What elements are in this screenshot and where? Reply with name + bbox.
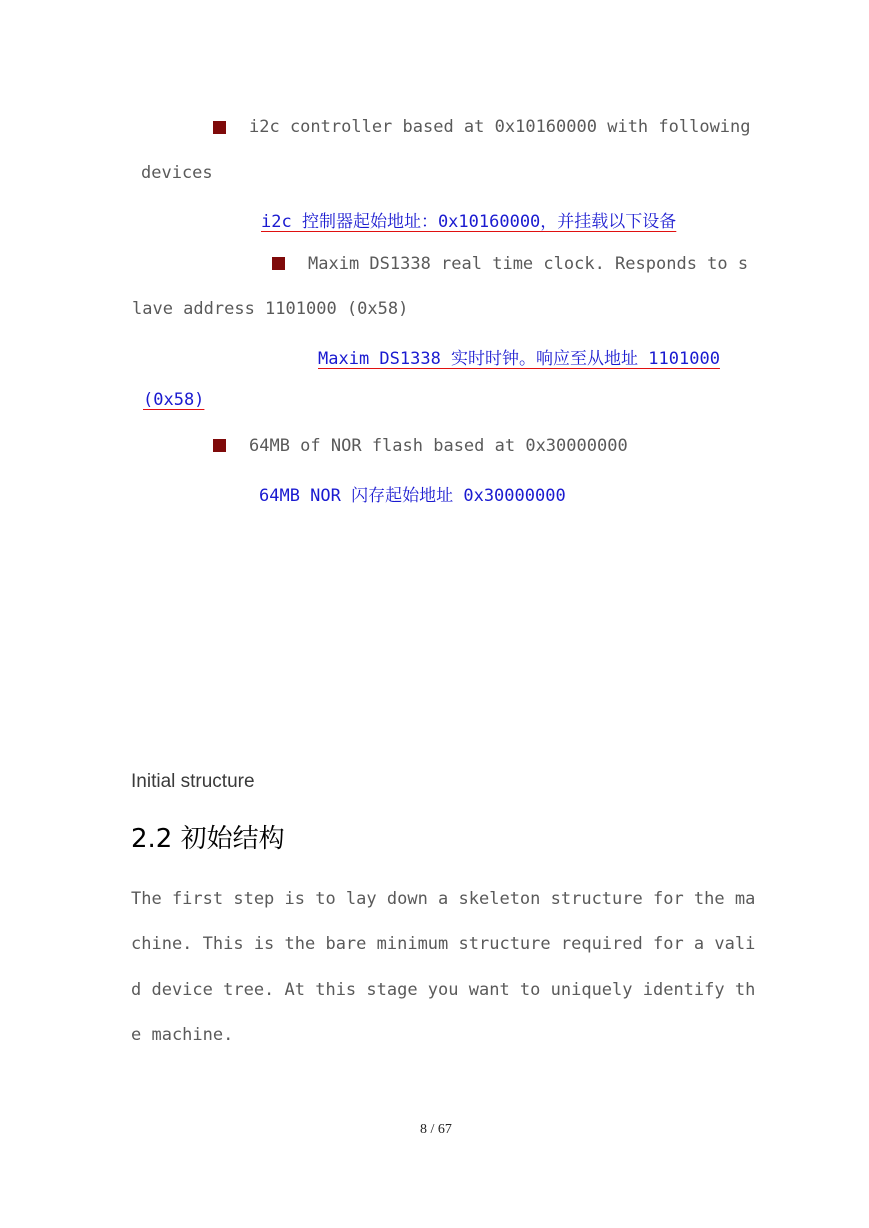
bullet-square-icon xyxy=(272,257,285,270)
bullet1-text-line2: devices xyxy=(141,163,213,183)
bullet3-text: 64MB of NOR flash based at 0x30000000 xyxy=(249,436,628,456)
bullet-square-icon xyxy=(213,439,226,452)
paragraph-line: chine. This is the bare minimum structure required for a vali xyxy=(131,934,756,954)
paragraph-line: The first step is to lay down a skeleton structure for the ma xyxy=(131,889,756,909)
paragraph-line: d device tree. At this stage you want to uniquely identify th xyxy=(131,980,756,1000)
bullet1-text-line1: i2c controller based at 0x10160000 with following xyxy=(249,117,751,137)
paragraph-line: e machine. xyxy=(131,1025,234,1045)
page-number: 8 / 67 xyxy=(420,1122,452,1137)
section-heading-chinese: 2.2 初始结构 xyxy=(131,824,285,854)
bullet2-translation-line1: Maxim DS1338 实时时钟。响应至从地址 1101000 xyxy=(318,349,720,369)
bullet1-translation: i2c 控制器起始地址：0x10160000，并挂载以下设备 xyxy=(261,212,677,232)
section-heading-english: Initial structure xyxy=(131,771,255,792)
bullet2-text-line1: Maxim DS1338 real time clock. Responds to s xyxy=(308,254,749,274)
bullet3-translation: 64MB NOR 闪存起始地址 0x30000000 xyxy=(259,486,566,506)
bullet2-text-line2: lave address 1101000 (0x58) xyxy=(132,299,409,319)
bullet2-translation-line2: (0x58) xyxy=(143,390,205,410)
bullet-square-icon xyxy=(213,121,226,134)
